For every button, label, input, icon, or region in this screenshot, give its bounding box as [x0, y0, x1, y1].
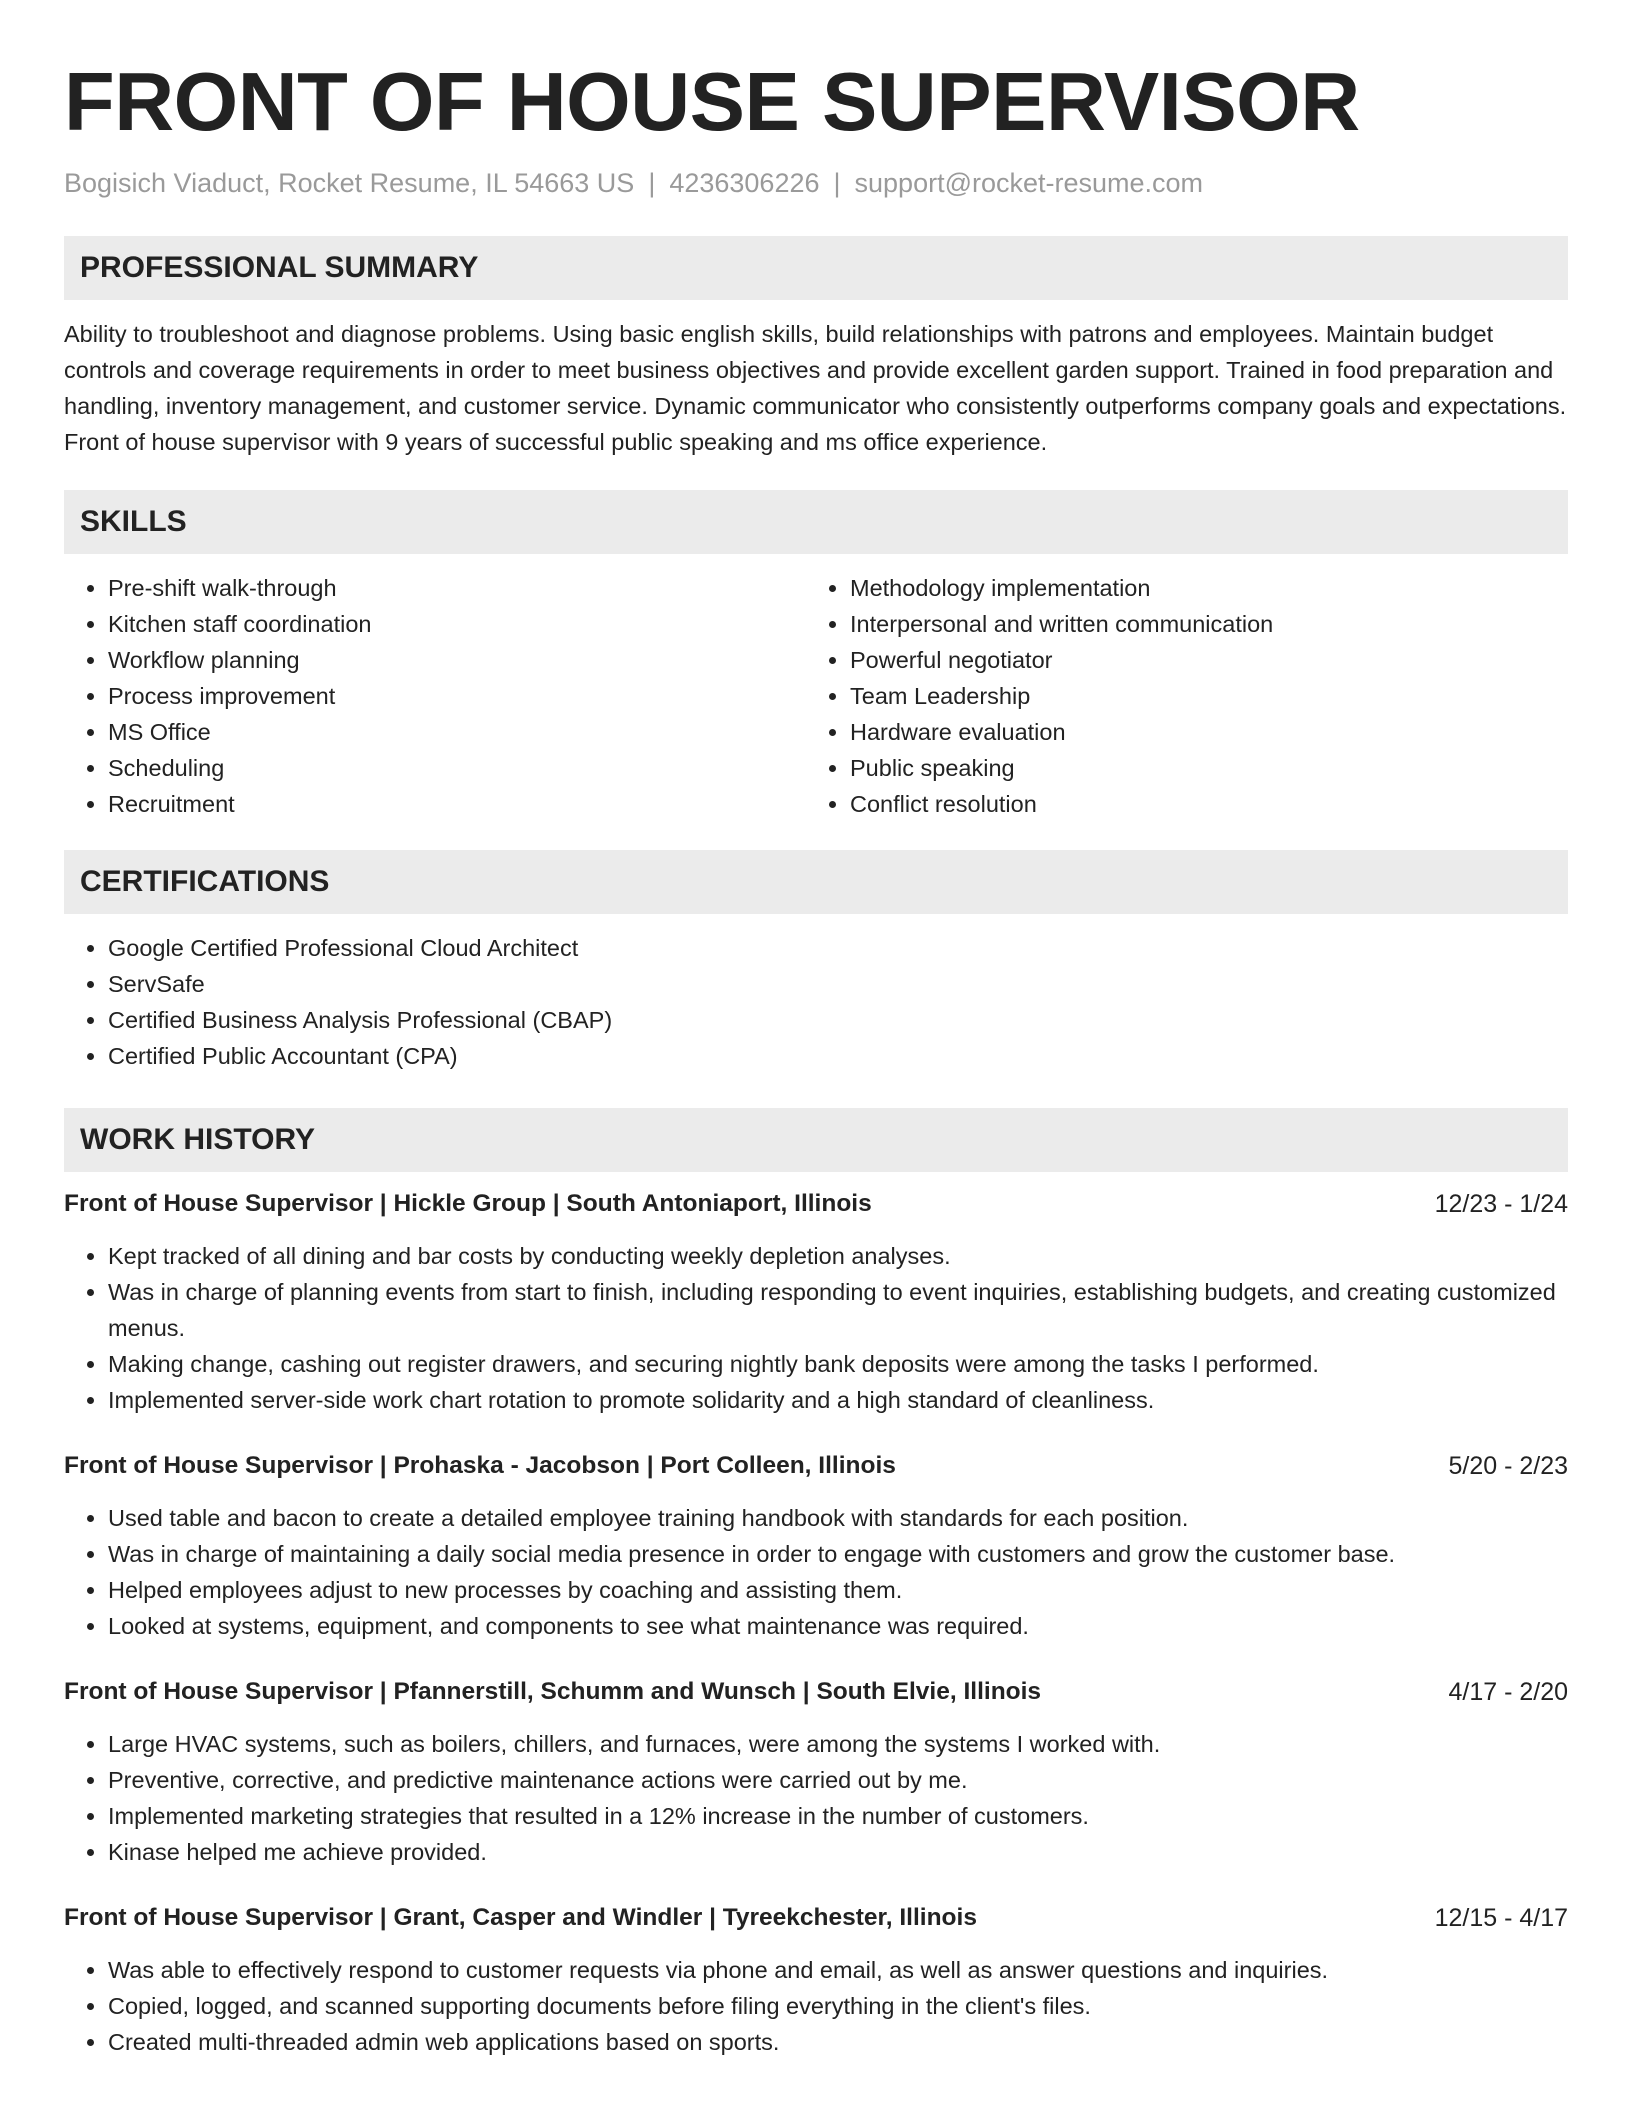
job-bullets	[64, 1952, 1568, 2060]
skill-item: • Powerful negotiator	[850, 642, 1548, 678]
job-entry	[64, 1186, 1568, 1418]
job-header	[64, 1448, 1568, 1484]
job-entry	[64, 1448, 1568, 1644]
contact-phone: 4236306226	[669, 168, 820, 198]
job-bullet: • Was in charge of planning events from start to finish, including responding to event inquiries, establishing budgets, and creating customized menus.	[108, 1274, 1568, 1346]
job-bullet: • Created multi-threaded admin web applications based on sports.	[108, 2024, 1568, 2060]
job-bullet: • Used table and bacon to create a detailed employee training handbook with standards for each position.	[108, 1500, 1568, 1536]
job-dates: 12/15 - 4/17	[1434, 1904, 1568, 1932]
skills-grid	[64, 570, 1568, 822]
job-header	[64, 1900, 1568, 1936]
work-history-section	[64, 1108, 1568, 2060]
skill-item: • Interpersonal and written communication	[850, 606, 1548, 642]
certification-item: • Certified Business Analysis Professional (CBAP)	[108, 1002, 1568, 1038]
job-title: Front of House Supervisor | Hickle Group | South Antoniaport, Illinois	[64, 1190, 872, 1217]
job-header	[64, 1186, 1568, 1222]
summary-section	[64, 236, 1568, 460]
work-history-heading: WORK HISTORY	[64, 1108, 1568, 1172]
job-entry	[64, 1674, 1568, 1870]
job-bullet: • Preventive, corrective, and predictive maintenance actions were carried out by me.	[108, 1762, 1568, 1798]
contact-line	[64, 166, 1568, 200]
resume-page	[64, 52, 1568, 2060]
skill-item: • Pre-shift walk-through	[108, 570, 806, 606]
job-dates: 4/17 - 2/20	[1448, 1678, 1568, 1706]
job-bullet: • Was able to effectively respond to customer requests via phone and email, as well as answer questions and inquiries.	[108, 1952, 1568, 1988]
skills-heading: SKILLS	[64, 490, 1568, 554]
skill-item: • Public speaking	[850, 750, 1548, 786]
job-dates: 12/23 - 1/24	[1434, 1190, 1568, 1218]
job-bullet: • Implemented marketing strategies that resulted in a 12% increase in the number of customers.	[108, 1798, 1568, 1834]
skills-left-column	[64, 570, 806, 822]
job-bullet: • Kinase helped me achieve provided.	[108, 1834, 1568, 1870]
job-bullet: • Implemented server-side work chart rotation to promote solidarity and a high standard of cleanliness.	[108, 1382, 1568, 1418]
skill-item: • Scheduling	[108, 750, 806, 786]
skill-item: • MS Office	[108, 714, 806, 750]
job-bullet: • Helped employees adjust to new processes by coaching and assisting them.	[108, 1572, 1568, 1608]
job-title: Front of House Supervisor | Pfannerstill, Schumm and Wunsch | South Elvie, Illinois	[64, 1678, 1042, 1705]
candidate-title: FRONT OF HOUSE SUPERVISOR	[64, 55, 1360, 148]
skills-section	[64, 490, 1568, 822]
skill-item: • Kitchen staff coordination	[108, 606, 806, 642]
job-entry	[64, 1900, 1568, 2060]
skill-item: • Conflict resolution	[850, 786, 1548, 822]
certification-item: • Certified Public Accountant (CPA)	[108, 1038, 1568, 1074]
certification-item: • Google Certified Professional Cloud Architect	[108, 930, 1568, 966]
skill-item: • Team Leadership	[850, 678, 1548, 714]
skill-item: • Process improvement	[108, 678, 806, 714]
job-bullet: • Looked at systems, equipment, and components to see what maintenance was required.	[108, 1608, 1568, 1644]
job-bullet: • Kept tracked of all dining and bar costs by conducting weekly depletion analyses.	[108, 1238, 1568, 1274]
job-bullet: • Was in charge of maintaining a daily social media presence in order to engage with customers and grow the customer base.	[108, 1536, 1568, 1572]
certifications-heading: CERTIFICATIONS	[64, 850, 1568, 914]
job-title: Front of House Supervisor | Grant, Casper and Windler | Tyreekchester, Illinois	[64, 1904, 977, 1931]
summary-text: Ability to troubleshoot and diagnose problems. Using basic english skills, build relationships with patrons and employees. Maintain budget controls and coverage requirements in order to meet business objectives and provide excellent garden support. Trained in food preparation and handling, inventory management, and customer service. Dynamic communicator who consistently outperforms company goals and expectations. Front of house supervisor with 9 years of successful public speaking and ms office experience.	[64, 321, 1567, 455]
contact-email: support@rocket-resume.com	[854, 168, 1204, 198]
job-bullet: • Copied, logged, and scanned supporting documents before filing everything in the client's files.	[108, 1988, 1568, 2024]
certifications-list	[64, 930, 1568, 1074]
skill-item: • Recruitment	[108, 786, 806, 822]
skill-item: • Hardware evaluation	[850, 714, 1548, 750]
contact-separator: |	[833, 168, 841, 198]
job-bullets	[64, 1726, 1568, 1870]
job-header	[64, 1674, 1568, 1710]
job-title: Front of House Supervisor | Prohaska - Jacobson | Port Colleen, Illinois	[64, 1452, 896, 1479]
job-dates: 5/20 - 2/23	[1448, 1452, 1568, 1480]
job-bullets	[64, 1500, 1568, 1644]
job-bullet: • Making change, cashing out register drawers, and securing nightly bank deposits were among the tasks I performed.	[108, 1346, 1568, 1382]
skill-item: • Methodology implementation	[850, 570, 1548, 606]
contact-separator: |	[648, 168, 656, 198]
job-bullet: • Large HVAC systems, such as boilers, chillers, and furnaces, were among the systems I worked with.	[108, 1726, 1568, 1762]
job-bullets	[64, 1238, 1568, 1418]
summary-heading: PROFESSIONAL SUMMARY	[64, 236, 1568, 300]
certifications-section	[64, 850, 1568, 1074]
certification-item: • ServSafe	[108, 966, 1568, 1002]
skill-item: • Workflow planning	[108, 642, 806, 678]
contact-address: Bogisich Viaduct, Rocket Resume, IL 54663 US	[64, 168, 635, 198]
skills-right-column	[806, 570, 1548, 822]
